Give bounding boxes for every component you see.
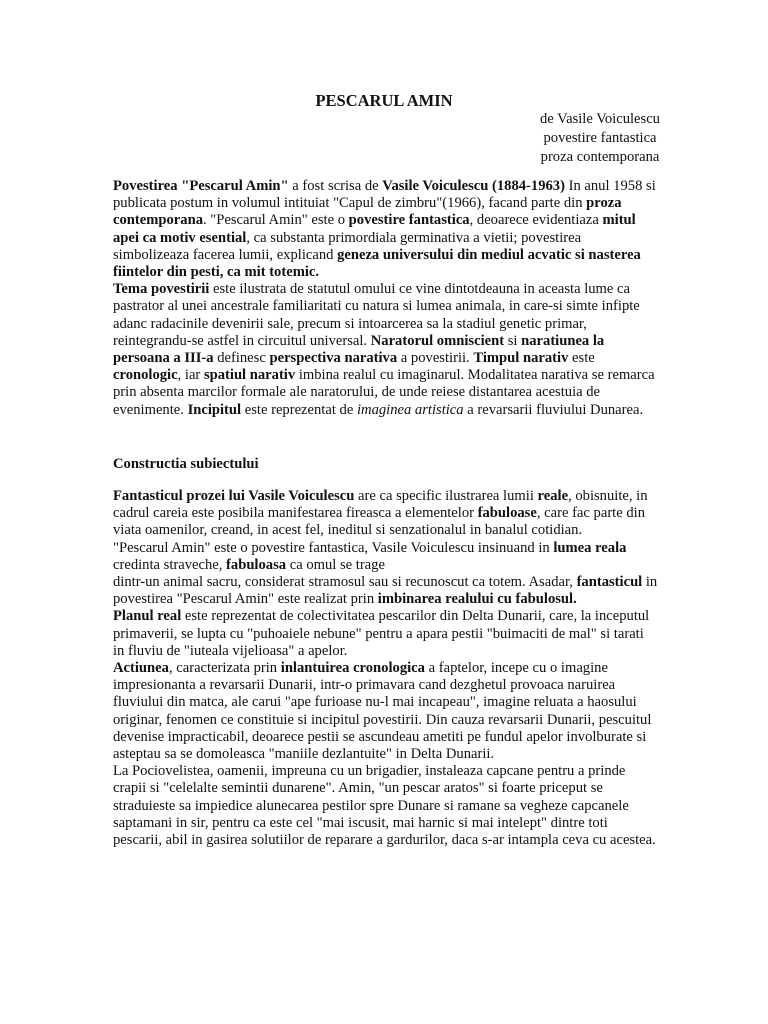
text-run: , caracterizata prin: [168, 660, 281, 677]
text-run: credinta straveche,: [113, 556, 227, 573]
byline: [470, 110, 730, 167]
action-paragraph: [113, 660, 658, 763]
text-run: are ca specific ilustrarea lumii: [354, 488, 538, 504]
bold-phrase: mitul apei ca motiv esential: [113, 212, 636, 246]
theme-paragraph: [113, 281, 658, 419]
intro-section: [113, 178, 658, 419]
bold-phrase: geneza universului din mediul acvatic si nasterea fiintelor din pesti, ca mit totemic.: [113, 246, 641, 281]
text-run: este ilustrata de statutul omului ce vine dintotdeauna in aceasta lume ca pastrator al unei ancestrale familiaritati cu natura si lumea animala, in care-si simte infipte adanc radacinile devenirii sale, precum si intoarcerea sa la stadiul genetic primar, reintegrandu-se astfel in circuitul universal.: [113, 281, 640, 349]
text-run: , ca substanta primordiala germinativa a vietii; povestirea simbolizeaza facerea lumii, explicand: [113, 229, 582, 263]
bold-phrase: inlantuirea cronologica: [280, 660, 425, 677]
text-run: . "Pescarul Amin" este o: [203, 212, 349, 229]
bold-phrase: Naratorul omniscient: [370, 332, 505, 349]
totem-paragraph: [113, 574, 658, 608]
text-run: dintr-un animal sacru, considerat stramosul sau si recunoscut ca totem. Asadar,: [113, 574, 577, 591]
pociovelistea-paragraph: [113, 763, 658, 849]
document-title: PESCARUL AMIN: [315, 91, 453, 110]
bold-phrase: fabuloasa: [226, 556, 287, 573]
body-section: [113, 488, 658, 849]
bold-phrase: Vasile Voiculescu (1884-1963): [382, 178, 565, 194]
bold-phrase: Planul real: [113, 608, 182, 625]
fantastic-paragraph: [113, 488, 658, 540]
text-run: este: [568, 350, 595, 367]
text-run: in povestirea "Pescarul Amin" este realizat prin: [113, 574, 658, 608]
bold-phrase: fantasticul: [576, 574, 643, 591]
byline-type: proza contemporana: [540, 149, 660, 165]
bold-phrase: Tema povestirii: [113, 281, 210, 298]
bold-phrase: proza contemporana: [113, 195, 622, 229]
text-run: este reprezentat de colectivitatea pescarilor din Delta Dunarii, care, la inceputul primaverii, se lupta cu "puhoaiele nebune" pentru a apara pestii "buimaciti de mal" si tarati in fluviu de "iuteala vijelioasa" a apelor.: [113, 608, 650, 659]
bold-phrase: lumea reala: [553, 539, 627, 556]
text-run: definesc: [213, 350, 270, 367]
bold-phrase: povestire fantastica: [348, 212, 470, 229]
bold-phrase: reale: [537, 488, 569, 504]
text-run: si: [504, 332, 522, 349]
section-heading: Constructia subiectului: [113, 456, 259, 472]
bold-phrase: perspectiva narativa: [269, 350, 398, 367]
bold-phrase: naratiunea la persoana a III-a: [113, 332, 605, 367]
bold-phrase: cronologic: [113, 367, 178, 384]
insinuation-paragraph: [113, 540, 658, 574]
text-run: imbina realul cu imaginarul. Modalitatea narativa se remarca prin absenta marcilor formale ale naratorului, de unde reiese distantarea acestuia de evenimente.: [113, 367, 655, 418]
intro-paragraph: [113, 178, 658, 281]
real-plan-paragraph: [113, 608, 658, 660]
text-run: a fost scrisa de: [288, 178, 383, 194]
text-run: , deoarece evidentiaza: [469, 212, 603, 229]
text-run: a povestirii.: [397, 350, 474, 367]
italic-phrase: imaginea artistica: [356, 401, 464, 418]
byline-author: de Vasile Voiculescu: [540, 111, 660, 127]
bold-phrase: Incipitul: [187, 401, 242, 418]
text-run: ca omul se trage: [286, 556, 385, 573]
text-run: a revarsarii fluviului Dunarea.: [463, 401, 644, 418]
byline-genre: povestire fantastica: [543, 130, 657, 146]
bold-phrase: imbinarea realului cu fabulosul.: [377, 591, 577, 608]
bold-phrase: Actiunea: [113, 660, 169, 677]
text-run: , iar: [177, 367, 204, 384]
text-run: La Pociovelistea, oamenii, impreuna cu un brigadier, instaleaza capcane pentru a prinde crapii si "celelalte semintii dunarene". Amin, "un pescar aratos" si foarte priceput se straduieste sa impiedice alunecarea pestilor spre Dunare si ramane sa vegheze capcanele saptamani in sir, pentru ca este cel "mai iscusit, mai harnic si mai intelept" dintre toti pescarii, abil in gasirea solutiilor de reparare a gardurilor, daca s-ar intampla ceva cu acestea.: [113, 763, 656, 849]
bold-phrase: Timpul narativ: [473, 350, 569, 367]
text-run: a faptelor, incepe cu o imagine impresionanta a revarsarii Dunarii, intr-o primavara cand dezghetul provoaca naruirea fluviului din matca, ale carui "ape furioase nu-l mai incapeau", imagine reluata a haosului originar, fenomen ce constituie si incipitul povestirii. Din cauza revarsarii Dunarii, pescuitul devenise impracticabil, deoarece pestii se ascundeau ametiti pe fundul apelor involburate si asteptau sa se domoleasca "maniile dezlantuite" in Delta Dunarii.: [113, 660, 652, 763]
text-run: "Pescarul Amin" este o povestire fantastica, Vasile Voiculescu insinuand in: [113, 539, 554, 556]
bold-phrase: fabuloase: [477, 505, 537, 522]
text-run: , care fac parte din viata oamenilor, creand, in acest fel, ineditul si senzationalul in banalul cotidian.: [113, 505, 646, 539]
text-run: este reprezentat de: [241, 401, 357, 418]
bold-phrase: Povestirea "Pescarul Amin": [113, 178, 289, 194]
text-run: , obisnuite, in cadrul careia este posibila manifestarea fireasca a elementelor: [113, 488, 648, 522]
bold-phrase: Fantasticul prozei lui Vasile Voiculescu: [113, 488, 355, 504]
text-run: In anul 1958 si publicata postum in volumul intituiat "Capul de zimbru"(1966), facand parte din: [113, 178, 656, 212]
bold-phrase: spatiul narativ: [203, 367, 296, 384]
